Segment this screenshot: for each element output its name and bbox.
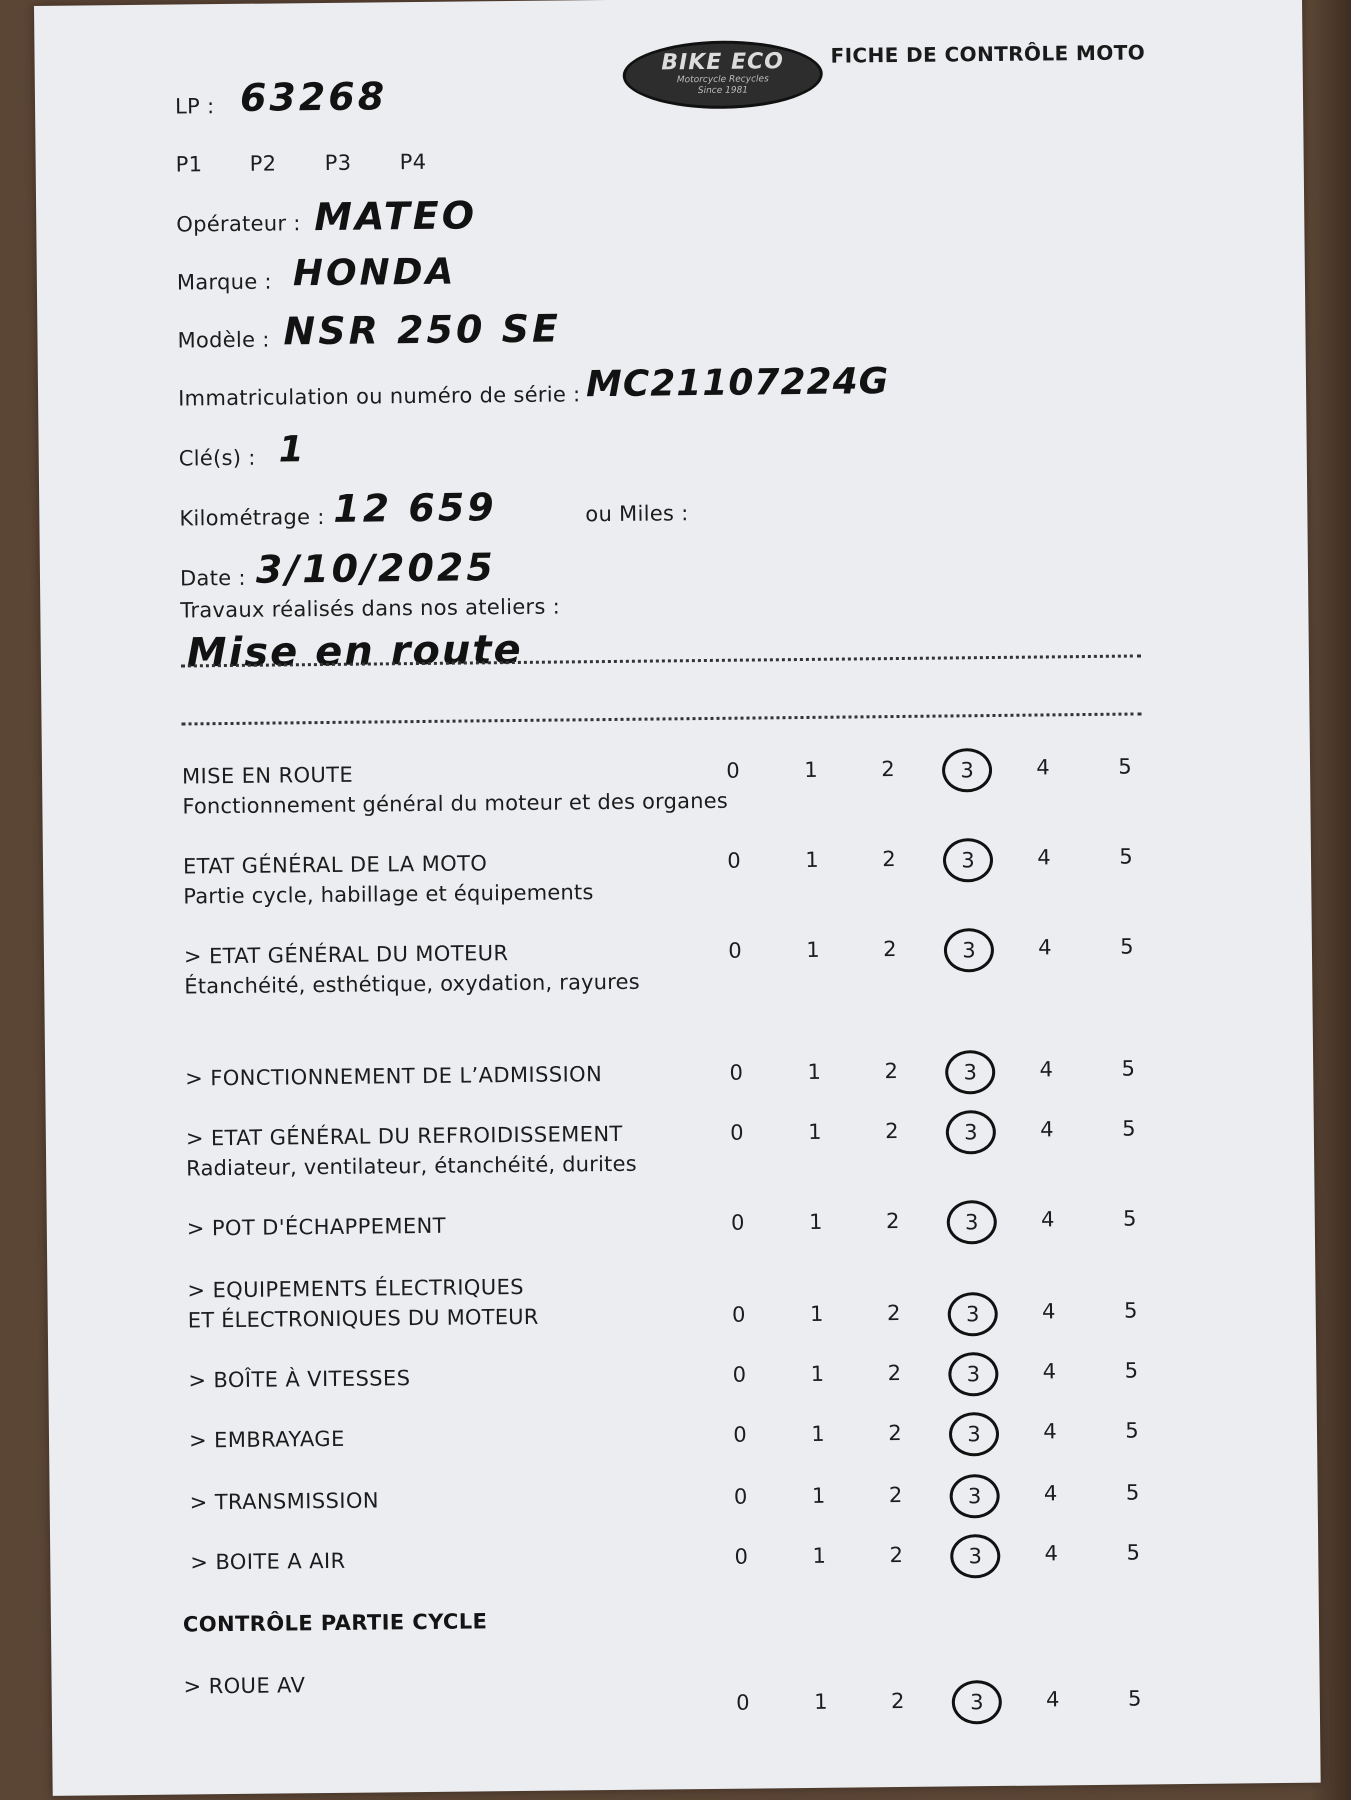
check-row-11-score-1[interactable]: 1 — [812, 1543, 827, 1568]
keys-value: 1 — [278, 429, 307, 471]
p4-label: P4 — [399, 149, 427, 175]
check-row-3-score-4[interactable]: 4 — [1038, 935, 1052, 960]
check-row-3-score-5[interactable]: 5 — [1120, 934, 1134, 959]
check-row-10-score-1[interactable]: 1 — [811, 1483, 826, 1508]
works-label: Travaux réalisés dans nos ateliers : — [180, 594, 561, 623]
works-line-2 — [182, 712, 1142, 725]
cycle-row-1-score-4[interactable]: 4 — [1045, 1687, 1060, 1712]
km-value: 12 659 — [333, 485, 497, 531]
serial-label: Immatriculation ou numéro de série : — [177, 382, 581, 411]
check-row-10-title: > TRANSMISSION — [189, 1488, 380, 1515]
check-row-11-score-2[interactable]: 2 — [889, 1542, 904, 1568]
date-label: Date : — [179, 565, 246, 591]
check-row-6-score-3-circled[interactable]: 3 — [947, 1200, 997, 1245]
check-row-6-score-0[interactable]: 0 — [730, 1210, 745, 1235]
bike-eco-logo — [622, 40, 823, 110]
serial-value: MC21107224G — [585, 361, 890, 406]
check-row-11-score-5[interactable]: 5 — [1126, 1540, 1141, 1565]
check-row-8-score-scale — [716, 1351, 1139, 1395]
check-row-2-score-3-circled[interactable]: 3 — [943, 838, 993, 883]
check-row-4-score-0[interactable]: 0 — [729, 1060, 744, 1085]
check-row-7-score-0[interactable]: 0 — [731, 1302, 746, 1327]
check-row-6-score-4[interactable]: 4 — [1040, 1207, 1055, 1232]
check-row-8-score-1[interactable]: 1 — [810, 1361, 825, 1386]
p1-label: P1 — [175, 152, 203, 177]
cycle-row-1-score-scale — [720, 1679, 1140, 1723]
check-row-11-score-scale — [718, 1533, 1141, 1577]
check-row-9-score-1[interactable]: 1 — [811, 1421, 825, 1446]
check-row-8-score-0[interactable]: 0 — [732, 1362, 747, 1387]
logo-brand: BIKE ECO — [661, 49, 785, 76]
section-cycle-title: CONTRÔLE PARTIE CYCLE — [182, 1609, 488, 1637]
check-row-10-score-2[interactable]: 2 — [888, 1482, 903, 1508]
check-row-7-score-5[interactable]: 5 — [1123, 1298, 1138, 1323]
check-row-4-score-5[interactable]: 5 — [1121, 1056, 1136, 1081]
check-row-6-score-5[interactable]: 5 — [1122, 1206, 1137, 1231]
check-row-1-score-4[interactable]: 4 — [1036, 755, 1050, 780]
check-row-7-score-3-circled[interactable]: 3 — [948, 1292, 998, 1337]
check-row-4-score-4[interactable]: 4 — [1039, 1057, 1054, 1082]
cycle-row-1-score-1[interactable]: 1 — [813, 1689, 828, 1714]
check-row-1-subtitle: Fonctionnement général du moteur et des organes — [182, 788, 729, 819]
check-row-1-score-0[interactable]: 0 — [726, 758, 740, 783]
check-row-3-subtitle: Étanchéité, esthétique, oxydation, rayures — [184, 969, 640, 999]
check-row-4-title: > FONCTIONNEMENT DE L’ADMISSION — [185, 1062, 603, 1091]
check-row-10-score-scale — [717, 1473, 1140, 1517]
check-row-1-score-5[interactable]: 5 — [1118, 754, 1132, 779]
brand-label: Marque : — [176, 269, 272, 295]
check-row-8-score-3-circled[interactable]: 3 — [948, 1352, 998, 1397]
check-row-2-score-0[interactable]: 0 — [727, 848, 741, 873]
check-row-5-score-3-circled[interactable]: 3 — [946, 1110, 996, 1155]
check-row-3-score-0[interactable]: 0 — [728, 938, 742, 963]
check-row-7-score-4[interactable]: 4 — [1041, 1299, 1056, 1324]
sheet-title: FICHE DE CONTRÔLE MOTO — [830, 40, 1146, 68]
check-row-4-score-1[interactable]: 1 — [807, 1059, 822, 1084]
check-row-6-score-1[interactable]: 1 — [808, 1209, 823, 1234]
lp-label: LP : — [174, 94, 215, 119]
check-row-1-score-3-circled[interactable]: 3 — [942, 748, 992, 793]
logo-since: Since 1981 — [697, 85, 749, 97]
check-row-9-title: > EMBRAYAGE — [188, 1426, 345, 1453]
check-row-5-subtitle: Radiateur, ventilateur, étanchéité, durites — [186, 1151, 637, 1181]
check-row-5-score-0[interactable]: 0 — [730, 1120, 744, 1145]
check-row-3-score-scale — [712, 927, 1132, 971]
p2-label: P2 — [249, 151, 277, 176]
check-row-7-score-scale — [716, 1291, 1136, 1335]
check-row-10-score-3-circled[interactable]: 3 — [949, 1474, 999, 1519]
check-row-9-score-5[interactable]: 5 — [1125, 1418, 1139, 1443]
check-row-1-score-2[interactable]: 2 — [881, 757, 895, 782]
check-row-7-score-1[interactable]: 1 — [809, 1301, 824, 1326]
check-row-11-score-3-circled[interactable]: 3 — [950, 1534, 1000, 1579]
cycle-row-1-title: > ROUE AV — [183, 1673, 306, 1699]
p3-label: P3 — [324, 150, 352, 175]
check-row-9-score-3-circled[interactable]: 3 — [949, 1412, 999, 1457]
check-row-9-score-scale — [717, 1411, 1137, 1455]
check-row-2-subtitle: Partie cycle, habillage et équipements — [183, 880, 594, 909]
check-row-11-score-0[interactable]: 0 — [734, 1544, 749, 1569]
model-label: Modèle : — [177, 327, 270, 353]
check-row-5-score-scale — [714, 1109, 1134, 1153]
works-value: Mise en route — [186, 626, 523, 677]
check-row-3-score-2[interactable]: 2 — [883, 937, 897, 962]
brand-value: HONDA — [292, 251, 457, 295]
cycle-row-1-score-3-circled[interactable]: 3 — [952, 1680, 1002, 1725]
check-row-5-score-4[interactable]: 4 — [1040, 1117, 1054, 1142]
keys-label: Clé(s) : — [178, 445, 256, 471]
check-row-2-score-4[interactable]: 4 — [1037, 845, 1051, 870]
check-row-2-score-1[interactable]: 1 — [805, 847, 819, 872]
check-row-2-score-scale — [711, 837, 1131, 881]
check-row-6-title: > POT D'ÉCHAPPEMENT — [186, 1213, 447, 1241]
check-row-10-score-0[interactable]: 0 — [733, 1484, 748, 1509]
date-value: 3/10/2025 — [255, 545, 496, 592]
check-row-9-score-2[interactable]: 2 — [888, 1420, 902, 1446]
check-row-7-subtitle: ET ÉLECTRONIQUES DU MOTEUR — [187, 1304, 539, 1333]
cycle-row-1-score-0[interactable]: 0 — [735, 1690, 750, 1715]
check-row-5-score-5[interactable]: 5 — [1122, 1116, 1136, 1141]
check-row-1-title: MISE EN ROUTE — [181, 762, 354, 789]
check-row-5-score-2[interactable]: 2 — [885, 1119, 899, 1144]
check-row-5-score-1[interactable]: 1 — [808, 1119, 822, 1144]
check-row-10-score-5[interactable]: 5 — [1125, 1480, 1140, 1505]
lp-value: 63268 — [239, 74, 388, 120]
check-row-1-score-scale — [710, 747, 1130, 791]
check-row-3-score-3-circled[interactable]: 3 — [944, 928, 994, 973]
check-row-2-score-2[interactable]: 2 — [882, 847, 896, 872]
cycle-row-1-score-2[interactable]: 2 — [890, 1688, 905, 1714]
check-row-6-score-scale — [715, 1199, 1135, 1243]
cycle-row-1-score-5[interactable]: 5 — [1127, 1686, 1142, 1711]
check-row-11-title: > BOITE A AIR — [190, 1548, 346, 1575]
check-row-4-score-2[interactable]: 2 — [884, 1059, 899, 1084]
check-row-7-title: > EQUIPEMENTS ÉLECTRIQUES — [187, 1274, 525, 1303]
operator-label: Opérateur : — [176, 211, 301, 237]
model-value: NSR 250 SE — [283, 306, 562, 354]
logo-tagline: Motorcycle Recycles — [676, 74, 769, 86]
check-row-10-score-4[interactable]: 4 — [1043, 1481, 1058, 1506]
check-row-4-score-3-circled[interactable]: 3 — [945, 1050, 995, 1095]
check-row-3-score-1[interactable]: 1 — [806, 937, 820, 962]
check-row-7-score-2[interactable]: 2 — [886, 1300, 901, 1326]
check-row-2-score-5[interactable]: 5 — [1119, 844, 1133, 869]
control-sheet — [34, 0, 1321, 1796]
check-row-4-score-scale — [713, 1049, 1136, 1093]
check-row-9-score-0[interactable]: 0 — [733, 1422, 747, 1447]
check-row-6-score-2[interactable]: 2 — [885, 1209, 900, 1234]
km-label: Kilométrage : — [179, 504, 325, 531]
check-row-8-score-2[interactable]: 2 — [887, 1360, 902, 1386]
check-row-11-score-4[interactable]: 4 — [1044, 1541, 1059, 1566]
check-row-1-score-1[interactable]: 1 — [804, 757, 818, 782]
check-row-3-title: > ETAT GÉNÉRAL DU MOTEUR — [183, 941, 509, 969]
check-row-2-title: ETAT GÉNÉRAL DE LA MOTO — [182, 851, 488, 879]
check-row-9-score-4[interactable]: 4 — [1043, 1419, 1057, 1444]
check-row-8-title: > BOÎTE À VITESSES — [188, 1366, 411, 1393]
operator-value: MATEO — [313, 193, 478, 240]
miles-label: ou Miles : — [585, 501, 689, 527]
check-row-8-score-4[interactable]: 4 — [1042, 1359, 1057, 1384]
check-row-8-score-5[interactable]: 5 — [1124, 1358, 1139, 1383]
check-row-5-title: > ETAT GÉNÉRAL DU REFROIDISSEMENT — [185, 1121, 623, 1151]
